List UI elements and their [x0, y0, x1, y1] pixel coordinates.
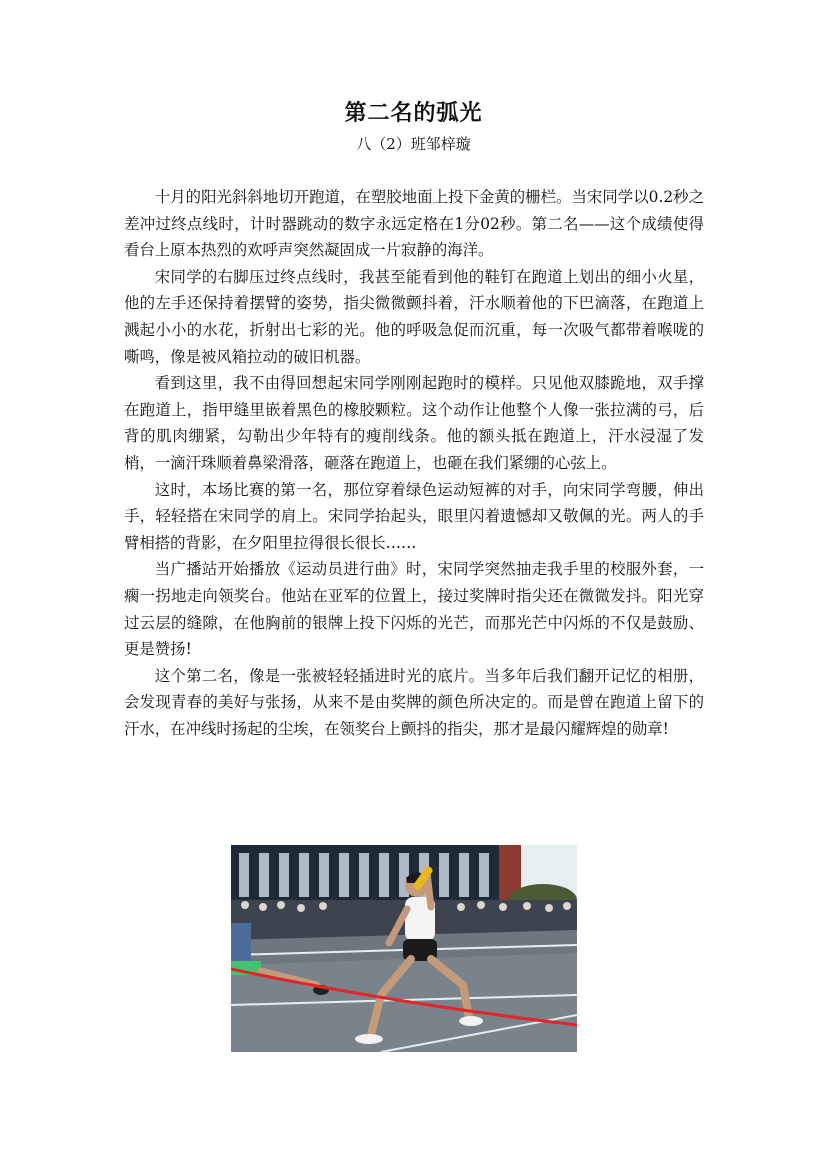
document-author: 八（2）班邹梓璇: [356, 135, 471, 153]
paragraph-3: 看到这里，我不由得回想起宋同学刚刚起跑时的模样。只见他双膝跪地，双手撑在跑道上，指甲缝里嵌着黑色的橡胶颗粒。这个动作让他整个人像一张拉满的弓，后背的肌肉绷紧，勾勒出少年特有的瘦削线条。他的额头抵在跑道上，汗水浸湿了发梢，一滴汗珠顺着鼻梁滑落，砸落在跑道上，也砸在我们紧绷的心弦上。: [124, 374, 704, 472]
paragraph-2: 宋同学的右脚压过终点线时，我甚至能看到他的鞋钉在跑道上划出的细小火星，他的左手还保持着摆臂的姿势，指尖微微颤抖着，汗水顺着他的下巴滴落，在跑道上溅起小小的水花，折射出七彩的光。他的呼吸急促而沉重，每一次吸气都带着喉咙的嘶鸣，像是被风箱拉动的破旧机器。: [124, 267, 704, 366]
race-photo: [231, 845, 577, 1052]
paragraph-6: 这个第二名，像是一张被轻轻插进时光的底片。当多年后我们翻开记忆的相册，会发现青春的美好与张扬，从来不是由奖牌的颜色所决定的。而是曾在跑道上留下的汗水，在冲线时扬起的尘埃，在领奖台上颤抖的指尖，那才是最闪耀辉煌的勋章!: [124, 666, 704, 738]
paragraph-4: 这时，本场比赛的第一名，那位穿着绿色运动短裤的对手，向宋同学弯腰，伸出手，轻轻搭在宋同学的肩上。宋同学抬起头，眼里闪着遗憾却又敬佩的光。两人的手臂相搭的背影，在夕阳里拉得很长很长……: [124, 480, 704, 552]
document-body: [124, 184, 704, 742]
paragraph-1: 十月的阳光斜斜地切开跑道，在塑胶地面上投下金黄的栅栏。当宋同学以0.2秒之差冲过终点线时，计时器跳动的数字永远定格在1分02秒。第二名——这个成绩使得看台上原本热烈的欢呼声突然凝固成一片寂静的海洋。: [124, 188, 704, 260]
document-title: 第二名的弧光: [344, 101, 483, 126]
paragraph-5: 当广播站开始播放《运动员进行曲》时，宋同学突然抽走我手里的校服外套，一瘸一拐地走向领奖台。他站在亚军的位置上，接过奖牌时指尖还在微微发抖。阳光穿过云层的缝隙，在他胸前的银牌上投下闪烁的光芒，而那光芒中闪烁的不仅是鼓励、更是赞扬!: [124, 560, 704, 659]
